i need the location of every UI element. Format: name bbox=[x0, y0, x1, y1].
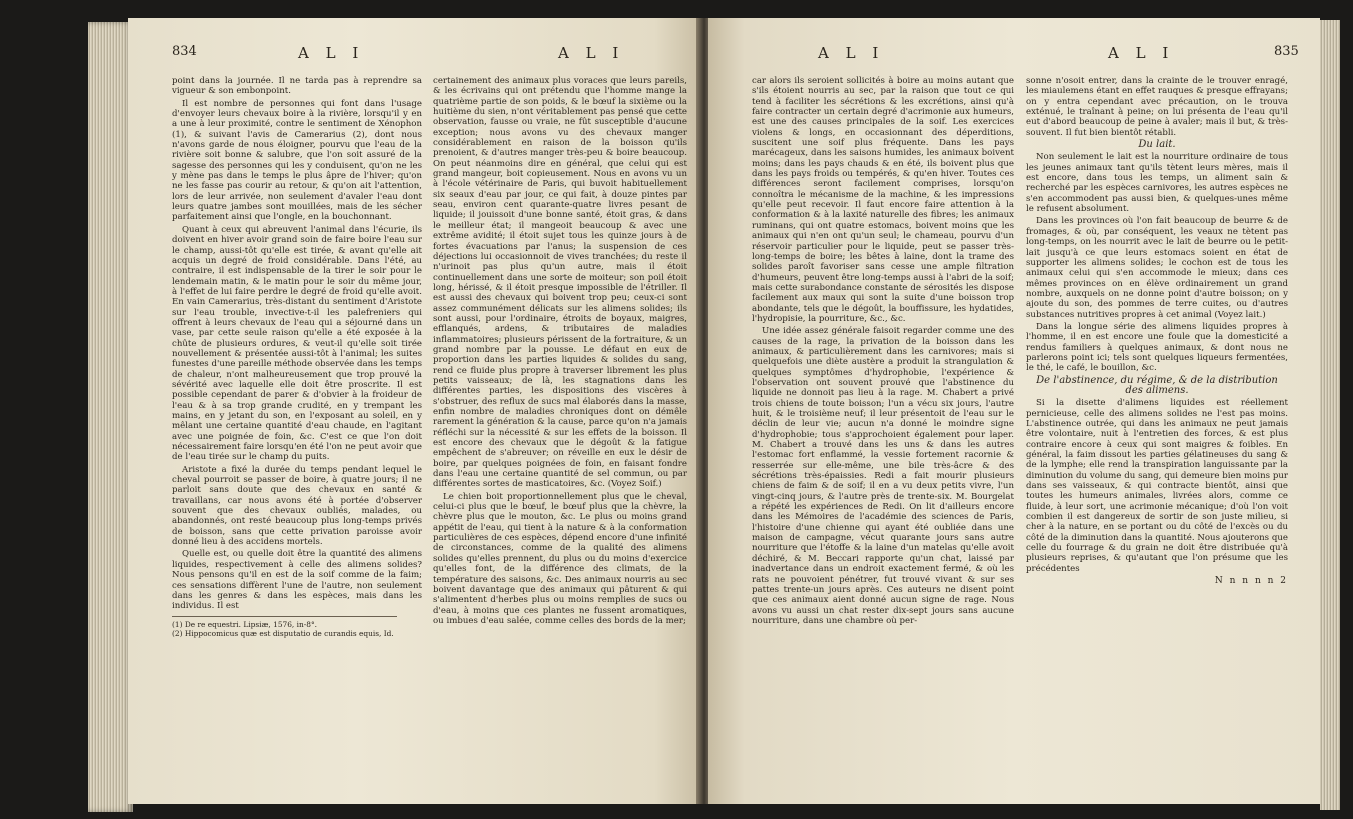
paragraph: certainement des animaux plus voraces que leurs pareils, & les écrivains qui ont prétendu que l'homme mange la quatrième partie de son poids, & le bœuf la sixième ou la huitième du sien, n'ont véritablement pas pensé que cette observation, fausse ou vraie, ne fût susceptible d'aucune exception; nous avons vu des chevaux manger considérablement en raison de la boisson qu'ils prenoient, & d'autres manger très-peu & boire beaucoup. On peut néanmoins dire en général, que celui qui est grand mangeur, boit copieusement. Nous en avons vu un à l'école vétérinaire de Paris, qui buvoit habituellement six seaux d'eau par jour, ce qui fait, à douze pintes par seau, environ cent quarante-quatre livres pesant de liquide; il jouissoit d'une bonne santé, étoit gras, & dans le meilleur état; il mangeoit beaucoup & avec une extrême avidité; il étoit sujet tous les quinze jours à de fortes évacuations par l'anus; la suspension de ces déjections lui occasionnoit de vives tranchées; du reste il n'urinoit pas plus qu'un autre, mais il étoit continuellement dans une sorte de moiteur; son poil étoit long, hérissé, & il étoit presque impossible de l'étriller. Il est aussi des chevaux qui boivent trop peu; ceux-ci sont assez communément délicats sur les alimens solides; ils sont aussi, pour l'ordinaire, étroits de boyaux, maigres, efflanqués, ardens, & tributaires de maladies inflammatoires; plusieurs périssent de la fortraiture, & un grand nombre par la pousse. Le défaut en eux de proportion dans les parties liquides & solides du sang, rend ce fluide plus propre à traverser librement les plus petits vaisseaux; de là, les stagnations dans les différentes parties, les dispositions des viscères à s'obstruer, des reflux de sucs mal élaborés dans la masse, enfin nombre de maladies chroniques dont on démêle rarement la génération & la cause, parce qu'on n'a jamais réfléchi sur la nécessité & sur les effets de la boisson. Il est encore des chevaux que le dégoût & la fatigue empêchent de s'abreuver; on réveille en eux le désir de boire, par quelques poignées de foin, en faisant fondre dans l'eau une certaine quantité de sel commun, ou par différentes sortes de masticatoires, &c. (Voyez Soif.) bbox=[433, 76, 687, 490]
footnote: (1) De re equestri. Lipsiæ, 1576, in-8°. bbox=[172, 619, 317, 629]
paragraph: Dans les provinces où l'on fait beaucoup de beurre & de fromages, & où, par conséquent, les veaux ne tètent pas long-temps, on les nourrit avec le lait de beurre ou le petit-lait jusqu'à ce que leurs estomacs soient en état de supporter les alimens solides; le cochon est de tous les animaux celui qui s'en accommode le mieux; dans ces mêmes provinces on en élève ordinairement un grand nombre, auxquels on ne donne point d'autre boisson; on y ajoute du son, des pommes de terre cuites, ou d'autres substances nutritives propres à cet animal (Voyez lait.) bbox=[1026, 216, 1288, 320]
paragraph: Une idée assez générale faisoit regarder comme une des causes de la rage, la privation de la boisson dans les animaux, & particulièrement dans les carnivores; mais si quelquefois une diète austère a produit la strangulation & quelques symptômes d'hydrophobie, l'expérience & l'observation ont souvent prouvé que l'abstinence du liquide ne donnoit pas lieu à la rage. M. Chabert a privé trois chiens de toute boisson; l'un a vécu six jours, l'autre huit, & le troisième neuf; il leur présentoit de l'eau sur le déclin de leur vie; aucun n'a donné le moindre signe d'hydrophobie; tous s'approchoient également pour laper. M. Chabert a trouvé dans les uns & dans les autres l'estomac fort enflammé, la vessie fortement racornie & resserrée sur elle-même, une bile très-âcre & des sécrétions très-épaissies. Redi a fait mourir plusieurs chiens de faim & de soif; il en a vu deux petits vivre, l'un vingt-cinq jours, & l'autre près de trente-six. M. Bourgelat a répété les expériences de Redi. On lit d'ailleurs encore dans les Mémoires de l'académie des sciences de Paris, l'histoire d'une chienne qui ayant été oubliée dans une maison de campagne, vécut quarante jours sans autre nourriture que l'étoffe & la laine d'un matelas qu'elle avoit déchiré, & M. Beccari rapporte qu'un chat, laissé par inadvertance dans un endroit exactement fermé, & où les rats ne pouvoient pénétrer, fut trouvé vivant & sur ses pattes trente-un jours après. Ces auteurs ne disent point que ces animaux aient donné aucun signe de rage. Nous avons vu aussi un chat rester dix-sept jours sans aucune nourriture, dans une chambre où per- bbox=[752, 326, 1014, 626]
paragraph: sonne n'osoit entrer, dans la crainte de le trouver enragé, les miaulemens étant en effet rauques & presque effrayans; on y entra cependant avec précaution, on le trouva exténué, le traînant à peine; on lui présenta de l'eau qu'il eut d'abord beaucoup de peine à avaler; mais il but, & très-souvent. Il fut bien bientôt rétabli. bbox=[1026, 76, 1288, 138]
paragraph: Aristote a fixé la durée du temps pendant lequel le cheval pourroit se passer de boire, à quatre jours; il ne parloit sans doute que des chevaux en santé & travaillans, car nous avons été à portée d'observer souvent que des chevaux oubliés, malades, ou abandonnés, ont resté beaucoup plus long-temps privés de boisson, sans que cette privation paroisse avoir donné lieu à des accidens mortels. bbox=[172, 464, 422, 548]
footnote: (2) Hippocomicus quæ est disputatio de curandis equis, Id. bbox=[172, 628, 394, 638]
paragraph: Le chien boit proportionnellement plus que le cheval, celui-ci plus que le bœuf, le bœuf plus que la chèvre, la chèvre plus que le mouton, &c. Le plus ou moins grand appétit de l'eau, qui tient à la nature & à la conformation particulières de ces espèces, dépend encore d'une infinité de circonstances, comme de la qualité des alimens solides qu'elles prennent, du plus ou du moins d'exercice qu'elles font, de la différence des climats, de la température des saisons, &c. Des animaux nourris au sec boivent davantage que des animaux qui pâturent & qui s'alimentent d'herbes plus ou moins remplies de sucs ou d'eau, à moins que ces plantes ne fussent aromatiques, ou imbues d'eau salée, comme celles des bords de la mer; bbox=[433, 491, 687, 626]
footnotes bbox=[172, 620, 422, 638]
section-heading-lait: Du lait. bbox=[1138, 139, 1176, 151]
paragraph: Non seulement le lait est la nourriture ordinaire de tous les jeunes animaux tant qu'ils tètent leurs mères, mais il est encore, dans tous les temps, un aliment sain & recherché par les espèces carnivores, les autres espèces ne s'en accommodent pas aussi bien, & quelques-unes même le refusent absolument. bbox=[1026, 152, 1288, 215]
section-heading-abstinence: De l'abstinence, du régime, & de la distribution des alimens. bbox=[1036, 374, 1278, 396]
left-page bbox=[128, 18, 700, 804]
left-column-2 bbox=[433, 76, 687, 628]
left-page-number: 834 bbox=[172, 44, 197, 59]
right-running-head-col2: A L I bbox=[1108, 44, 1175, 62]
left-column-1 bbox=[172, 76, 422, 638]
paragraph: Il est nombre de personnes qui font dans l'usage d'envoyer leurs chevaux boire à la rivière, lorsqu'il y en a une à leur proximité, contre le sentiment de Xénophon (1), & suivant l'avis de Camerarius (2), dont nous n'avons garde de nous éloigner, pourvu que l'eau de la rivière soit bonne & salubre, que l'on soit assuré de la sagesse des personnes qui les y conduisent, qu'on ne les y mène pas dans le temps le plus âpre de l'hiver; qu'on ne les fasse pas courir au retour, & qu'on ait l'attention, lors de leur arrivée, non seulement d'avaler l'eau dont leurs quatre jambes sont mouillées, mais de les sécher parfaitement ainsi que l'ongle, en la bouchonnant. bbox=[172, 98, 422, 223]
signature-mark: N n n n n 2 bbox=[1214, 576, 1288, 587]
right-running-head: A L I bbox=[818, 44, 885, 62]
book-page-edges-left bbox=[88, 22, 133, 812]
left-running-head: A L I bbox=[298, 44, 365, 62]
right-column-2 bbox=[1026, 76, 1288, 587]
right-column-1 bbox=[752, 76, 1014, 628]
paragraph: point dans la journée. Il ne tarda pas à reprendre sa vigueur & son embonpoint. bbox=[172, 76, 422, 97]
paragraph: car alors ils seroient sollicités à boire au moins autant que s'ils étoient nourris au sec, par la raison que tout ce qui tend à faciliter les sécrétions & les excrétions, ainsi qu'à faire contracter un certain degré d'acrimonie aux humeurs, est une des causes principales de la soif. Les exercices violens & longs, en occasionnant des déperditions, suscitent une soif plus fréquente. Dans les pays marécageux, dans les saisons humides, les animaux boivent moins; dans les pays chauds & en été, ils boivent plus que dans les pays froids ou tempérés, & qu'en hiver. Toutes ces différences seront facilement comprises, lorsqu'on connoîtra le mécanisme de la machine, & les impressions qu'elle peut recevoir. Il faut encore faire attention à la conformation & à la laxité naturelle des fibres; les animaux ruminans, qui ont quatre estomacs, boivent moins que les animaux qui n'en ont qu'un seul; le chameau, pourvu d'un réservoir particulier pour le liquide, peut se passer très-long-temps de boire; les bêtes à laine, dont la trame des solides paroît favoriser sans cesse une ample filtration d'humeurs, peuvent être long-temps aussi à l'abri de la soif; mais cette surabondance constante de sérosités les dispose facilement aux maux qui sont la suite d'une boisson trop abondante, tels que le dégoût, la bouffissure, les hydatides, l'hydropisie, la pourriture, &c., &c. bbox=[752, 76, 1014, 324]
paragraph: Dans la longue série des alimens liquides propres à l'homme, il en est encore une foule que la domesticité a rendus familiers à quelques animaux, & dont nous ne parlerons point ici; tels sont quelques liqueurs fermentées, le thé, le café, le bouillon, &c. bbox=[1026, 321, 1288, 374]
book-page-edges-right bbox=[1320, 20, 1340, 810]
paragraph: Quelle est, ou quelle doit être la quantité des alimens liquides, respectivement à celle des alimens solides? Nous pensons qu'il en est de la soif comme de la faim; ces sensations diffèrent l'une de l'autre, non seulement dans les genres & dans les espèces, mais dans les individus. Il est bbox=[172, 549, 422, 612]
left-running-head-col2: A L I bbox=[558, 44, 625, 62]
paragraph: Quant à ceux qui abreuvent l'animal dans l'écurie, ils doivent en hiver avoir grand soin de faire boire l'eau sur le champ, aussi-tôt qu'elle est tirée, & avant qu'elle ait acquis un degré de froid considérable. Dans l'été, au contraire, il est indispensable de la tirer le soir pour le lendemain matin, & le matin pour le soir du même jour, à l'effet de lui faire perdre le degré de froid qu'elle avoit. En vain Camerarius, très-distant du sentiment d'Aristote sur l'eau trouble, invective-t-il les palefreniers qui offrent à leurs chevaux de l'eau qui a séjourné dans un vase, par cette seule raison qu'elle a été exposée à la chûte de plusieurs ordures, & veut-il qu'elle soit tirée nouvellement & présentée aussi-tôt à l'animal; les suites funestes d'une pareille méthode observée dans les temps de chaleur, n'ont malheureusement que trop prouvé la sévérité avec laquelle elle doit être proscrite. Il est possible cependant de parer & d'obvier à la froideur de l'eau & à sa trop grande crudité, en y trempant les mains, en y jetant du son, en l'exposant au soleil, en y mêlant une certaine quantité d'eau chaude, en l'agitant avec une poignée de foin, &c. C'est ce que l'on doit nécessairement faire lorsqu'en été l'on ne peut avoir que de l'eau tirée sur le champ du puits. bbox=[172, 224, 422, 463]
footnote-rule bbox=[172, 616, 397, 617]
right-page bbox=[708, 18, 1320, 804]
paragraph: Si la disette d'alimens liquides est réellement pernicieuse, celle des alimens solides ne l'est pas moins. L'abstinence outrée, qui dans les animaux ne peut jamais être volontaire, nuit à l'entretien des forces, & est plus contraire encore à ceux qui sont maigres & foibles. En général, la faim dissout les parties gélatineuses du sang & de la lymphe; elle rend la transpiration languissante par la diminution du volume du sang, qui demeure bien moins pur dans ses vaisseaux, & qui contracte bientôt, ainsi que toutes les humeurs animales, livrées alors, comme ce fluide, à leur sort, une acrimonie mécanique; d'où l'on voit combien il est dangereux de sortir de son juste milieu, si cher à la nature, en se portant ou du côté de l'excès ou du côté de la diminution dans la quantité. Nous ajouterons que celle du fourrage & du grain ne doit être distribuée qu'à plusieurs reprises, & qu'autant que l'on présume que les précédentes bbox=[1026, 398, 1288, 574]
right-page-number: 835 bbox=[1274, 44, 1299, 59]
